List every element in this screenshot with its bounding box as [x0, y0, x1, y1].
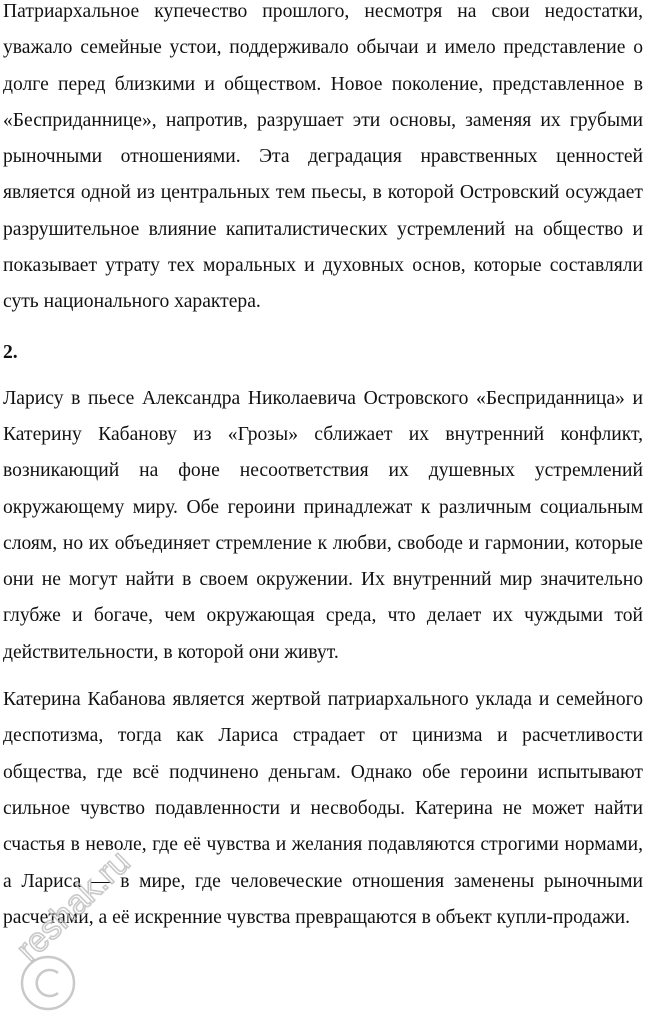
watermark-text: reshak.ru [9, 842, 138, 969]
paragraph-1: Патриархальное купечество прошлого, несмотря на свои недостатки, уважало семейные устои, поддерживало обычаи и имело представление о долге перед близкими и обществом. Новое поколение, представленное в «Бесприданнице», напротив, разрушает эти основы, заменяя их грубыми рыночными отношениями. Эта деградация нравственных ценностей является одной из центральных тем пьесы, в которой Островский осуждает разрушительное влияние капиталистических устремлений на общество и показывает утрату тех моральных и духовных основ, которые составляли суть национального характера. [3, 1, 643, 313]
document-page [3, 0, 643, 936]
paragraph-2: Ларису в пьесе Александра Николаевича Островского «Бесприданница» и Катерину Кабанову из «Грозы» сближает их внутренний конфликт, возникающий на фоне несоответствия их душевных устремлений окружающему миру. Обе героини принадлежат к различным социальным слоям, но их объединяет стремление к любви, свободе и гармонии, которые они не могут найти в своем окружении. Их внутренний мир значительно глубже и богаче, чем окружающая среда, что делает их чуждыми той действительности, в которой они живут. [3, 387, 643, 663]
paragraph-3: Катерина Кабанова является жертвой патриархального уклада и семейного деспотизма, тогда как Лариса страдает от цинизма и расчетливости общества, где всё подчинено деньгам. Однако обе героини испытывают сильное чувство подавленности и несвободы. Катерина не может найти счастья в неволе, где её чувства и желания подавляются строгими нормами, а Лариса — в мире, где человеческие отношения заменены рыночными расчетами, а её искренние чувства превращаются в объект купли-продажи. [3, 689, 643, 928]
copyright-c-icon [37, 970, 58, 996]
section-number-heading: 2. [3, 341, 18, 363]
copyright-circle-icon [22, 957, 74, 1009]
